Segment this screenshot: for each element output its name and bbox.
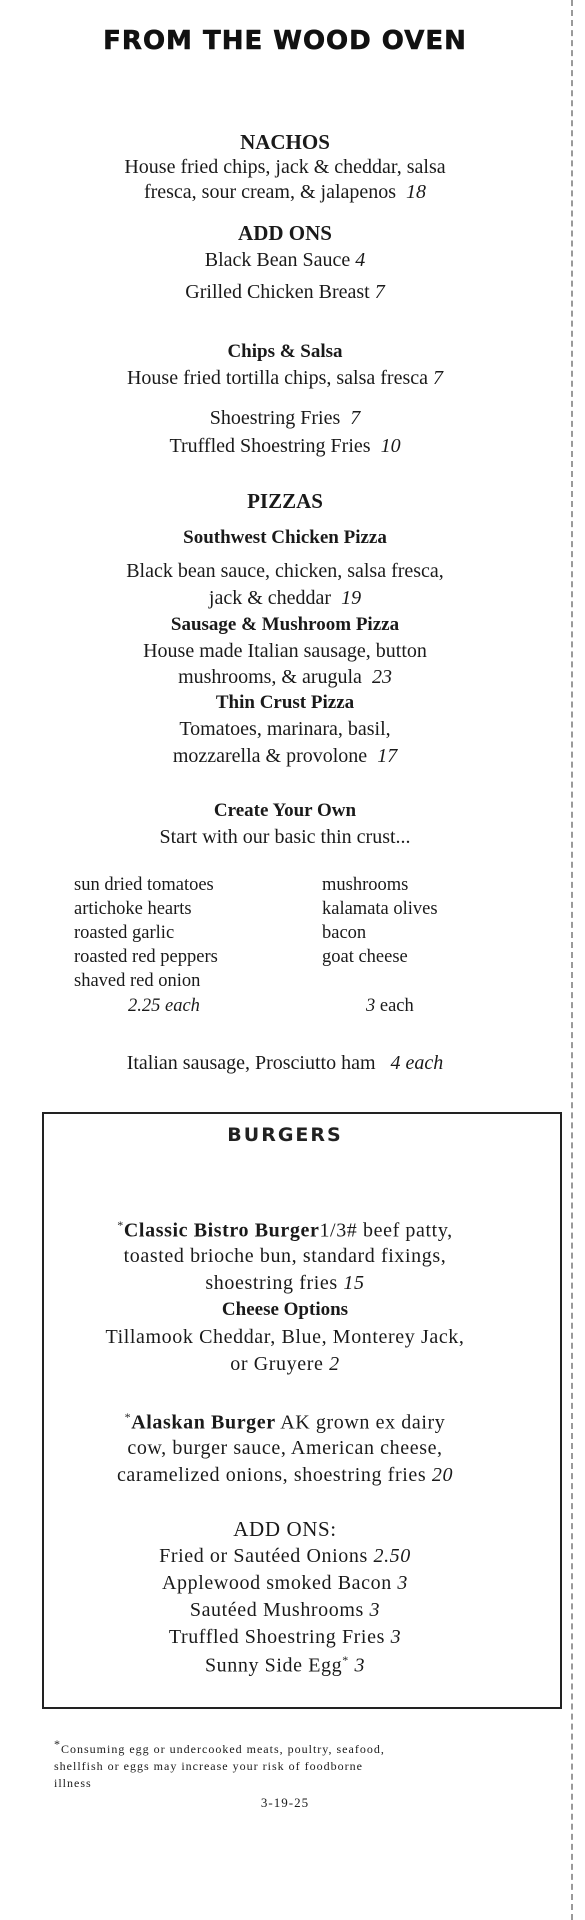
burgers-heading: BURGERS (227, 1124, 343, 1146)
toppings-list-right (322, 873, 438, 969)
chips-salsa-heading: Chips & Salsa (227, 341, 343, 362)
classic-burger-name: Classic Bistro Burger (123, 1219, 320, 1242)
topping-item: goat cheese (322, 947, 408, 967)
cut-line-divider (571, 0, 573, 1920)
create-your-own-heading: Create Your Own (213, 800, 357, 821)
alaskan-burger-line2: cow, burger sauce, American cheese, (127, 1437, 443, 1459)
thin-crust-pizza-name: Thin Crust Pizza (215, 692, 355, 713)
topping-item: bacon (322, 923, 367, 943)
topping-item: roasted garlic (74, 923, 175, 943)
fries-item: Shoestring Fries 7 (209, 407, 361, 429)
burger-addons-heading: ADD ONS: (233, 1517, 337, 1541)
addon-item: Black Bean Sauce 4 (204, 249, 366, 271)
topping-item: shaved red onion (74, 971, 201, 991)
toppings-left-price: 2.25 each (128, 996, 200, 1016)
topping-item: sun dried tomatoes (74, 875, 214, 895)
classic-burger-line1: *Classic Bistro Burger1/3# beef patty, (117, 1218, 453, 1242)
cheese-options-heading: Cheese Options (221, 1299, 349, 1320)
nachos-desc-line1: House fried chips, jack & cheddar, salsa (124, 156, 446, 178)
fries-item: Truffled Shoestring Fries 10 (169, 435, 401, 457)
southwest-pizza-desc-line2: jack & cheddar 19 (208, 587, 362, 609)
sausage-pizza-name: Sausage & Mushroom Pizza (170, 614, 400, 635)
menu-date: 3-19-25 (260, 1795, 310, 1810)
thin-crust-desc-line2: mozzarella & provolone 17 (172, 745, 398, 767)
topping-item: roasted red peppers (74, 947, 218, 967)
addons-heading: ADD ONS (238, 221, 332, 245)
southwest-pizza-desc-line1: Black bean sauce, chicken, salsa fresca, (126, 560, 444, 582)
burger-addon-item: Applewood smoked Bacon 3 (161, 1572, 409, 1594)
burger-addon-item: Truffled Shoestring Fries 3 (168, 1626, 402, 1648)
burger-addon-item: Sunny Side Egg* 3 (204, 1653, 366, 1677)
alaskan-burger-name: Alaskan Burger (131, 1411, 276, 1434)
southwest-pizza-name: Southwest Chicken Pizza (183, 527, 387, 548)
page-title: FROM THE WOOD OVEN (103, 26, 467, 56)
topping-item: kalamata olives (322, 899, 438, 919)
nachos-desc-line2: fresca, sour cream, & jalapenos 18 (143, 181, 427, 203)
pizzas-heading: PIZZAS (247, 489, 323, 513)
cheese-options-line1: Tillamook Cheddar, Blue, Monterey Jack, (105, 1326, 465, 1348)
toppings-right-price: 3 each (366, 996, 414, 1016)
alaskan-burger-line1: *Alaskan Burger AK grown ex dairy (124, 1410, 446, 1434)
cheese-options-line2: or Gruyere 2 (230, 1353, 340, 1375)
meat-toppings: Italian sausage, Prosciutto ham 4 each (126, 1052, 444, 1074)
addon-item: Grilled Chicken Breast 7 (185, 281, 385, 303)
burger-addon-item: Fried or Sautéed Onions 2.50 (159, 1545, 411, 1567)
classic-burger-line2: toasted brioche bun, standard fixings, (123, 1245, 447, 1267)
topping-item: artichoke hearts (74, 899, 192, 919)
burger-addon-item: Sautéed Mushrooms 3 (189, 1599, 381, 1621)
classic-burger-line3: shoestring fries 15 (205, 1272, 365, 1294)
toppings-list-left (74, 873, 218, 993)
nachos-price: 18 (406, 181, 427, 203)
alaskan-burger-line3: caramelized onions, shoestring fries 20 (116, 1464, 454, 1486)
chips-salsa-desc: House fried tortilla chips, salsa fresca 7 (126, 367, 443, 389)
sausage-pizza-desc-line1: House made Italian sausage, button (143, 640, 427, 662)
nachos-heading: NACHOS (240, 130, 330, 154)
consumer-advisory-footnote: *Consuming egg or undercooked meats, poultry, seafood, shellfish or eggs may increase your risk of foodborne illness (54, 1737, 385, 1790)
topping-item: mushrooms (322, 875, 409, 895)
sausage-pizza-desc-line2: mushrooms, & arugula 23 (178, 666, 392, 688)
thin-crust-desc-line1: Tomatoes, marinara, basil, (179, 718, 391, 740)
create-your-own-intro: Start with our basic thin crust... (159, 826, 411, 848)
